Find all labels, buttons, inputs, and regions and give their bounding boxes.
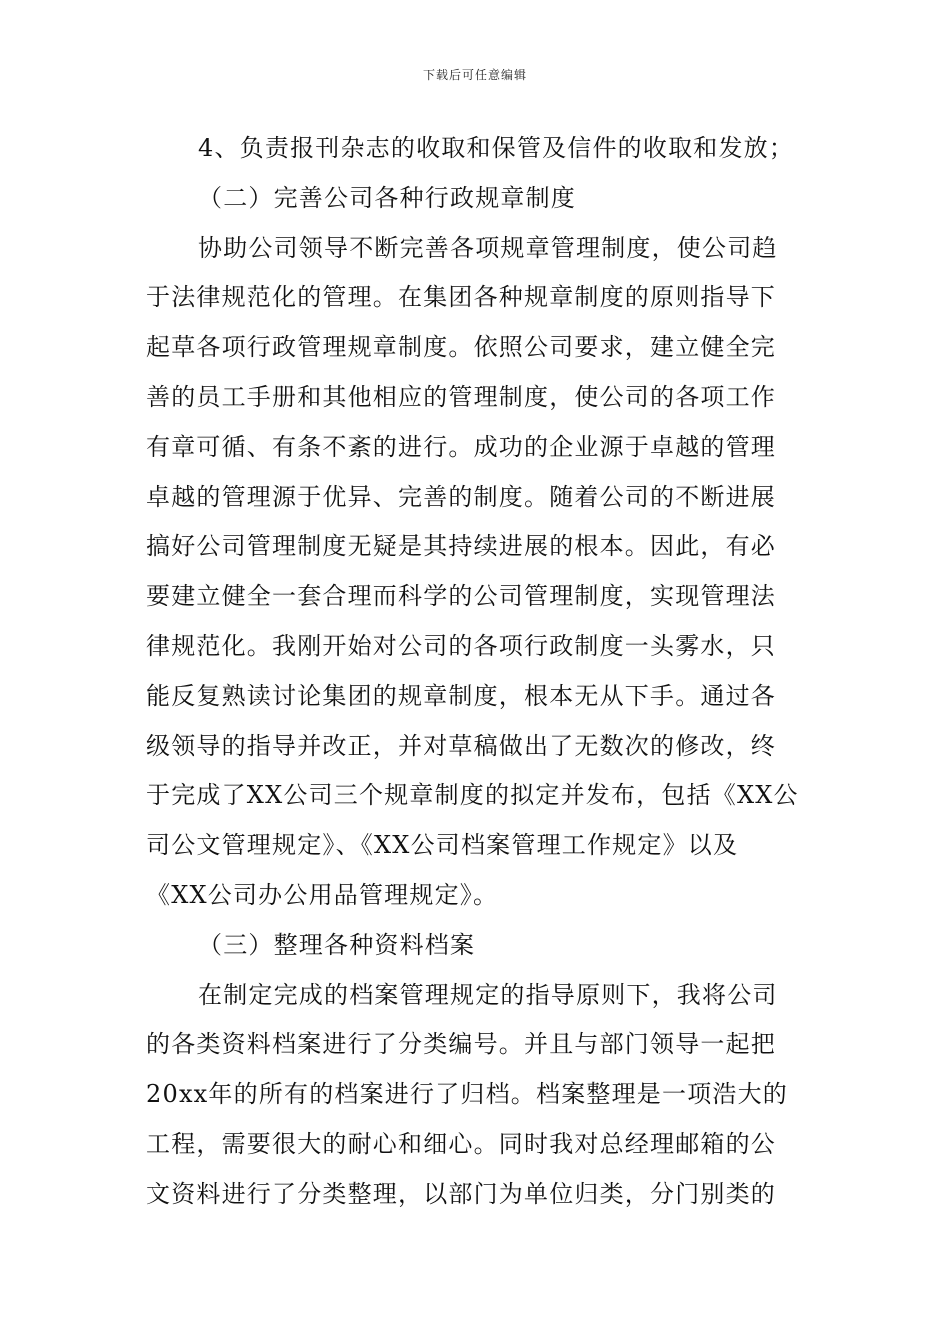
text-line: 律规范化。我刚开始对公司的各项行政制度一头雾水，只	[146, 631, 776, 660]
text-line: 20xx年的所有的档案进行了归档。档案整理是一项浩大的	[146, 1080, 789, 1109]
text-line: 于法律规范化的管理。在集团各种规章制度的原则指导下	[146, 283, 776, 312]
text-line: 4、负责报刊杂志的收取和保管及信件的收取和发放；	[198, 134, 795, 162]
section-heading: （三）整理各种资料档案	[198, 930, 476, 959]
text-line: 司公文管理规定》、《XX公司档案管理工作规定》以及	[146, 831, 739, 860]
text-line: 工程，需要很大的耐心和细心。同时我对总经理邮箱的公	[146, 1129, 776, 1158]
header-note: 下载后可任意编辑	[422, 68, 527, 82]
text-line: 文资料进行了分类整理，以部门为单位归类，分门别类的	[146, 1179, 776, 1208]
text-line: 卓越的管理源于优异、完善的制度。随着公司的不断进展	[146, 482, 776, 511]
text-line: 级领导的指导并改正，并对草稿做出了无数次的修改，终	[146, 731, 776, 760]
text-line: 能反复熟读讨论集团的规章制度，根本无从下手。通过各	[146, 681, 776, 710]
text-line: 有章可循、有条不紊的进行。成功的企业源于卓越的管理	[146, 432, 776, 461]
text-line: 于完成了XX公司三个规章制度的拟定并发布，包括《XX公	[146, 781, 799, 810]
text-line: 协助公司领导不断完善各项规章管理制度，使公司趋	[198, 233, 778, 262]
text-line: 起草各项行政管理规章制度。依照公司要求，建立健全完	[146, 333, 776, 362]
text-line: 在制定完成的档案管理规定的指导原则下，我将公司	[198, 980, 778, 1009]
text-line: 搞好公司管理制度无疑是其持续进展的根本。因此，有必	[146, 532, 776, 561]
text-line: 《XX公司办公用品管理规定》。	[146, 880, 499, 909]
document-body	[146, 124, 808, 1220]
text-line: 要建立健全一套合理而科学的公司管理制度，实现管理法	[146, 582, 776, 611]
section-heading: （二）完善公司各种行政规章制度	[198, 183, 576, 212]
text-line: 的各类资料档案进行了分类编号。并且与部门领导一起把	[146, 1030, 776, 1059]
text-line: 善的员工手册和其他相应的管理制度，使公司的各项工作	[146, 382, 776, 411]
